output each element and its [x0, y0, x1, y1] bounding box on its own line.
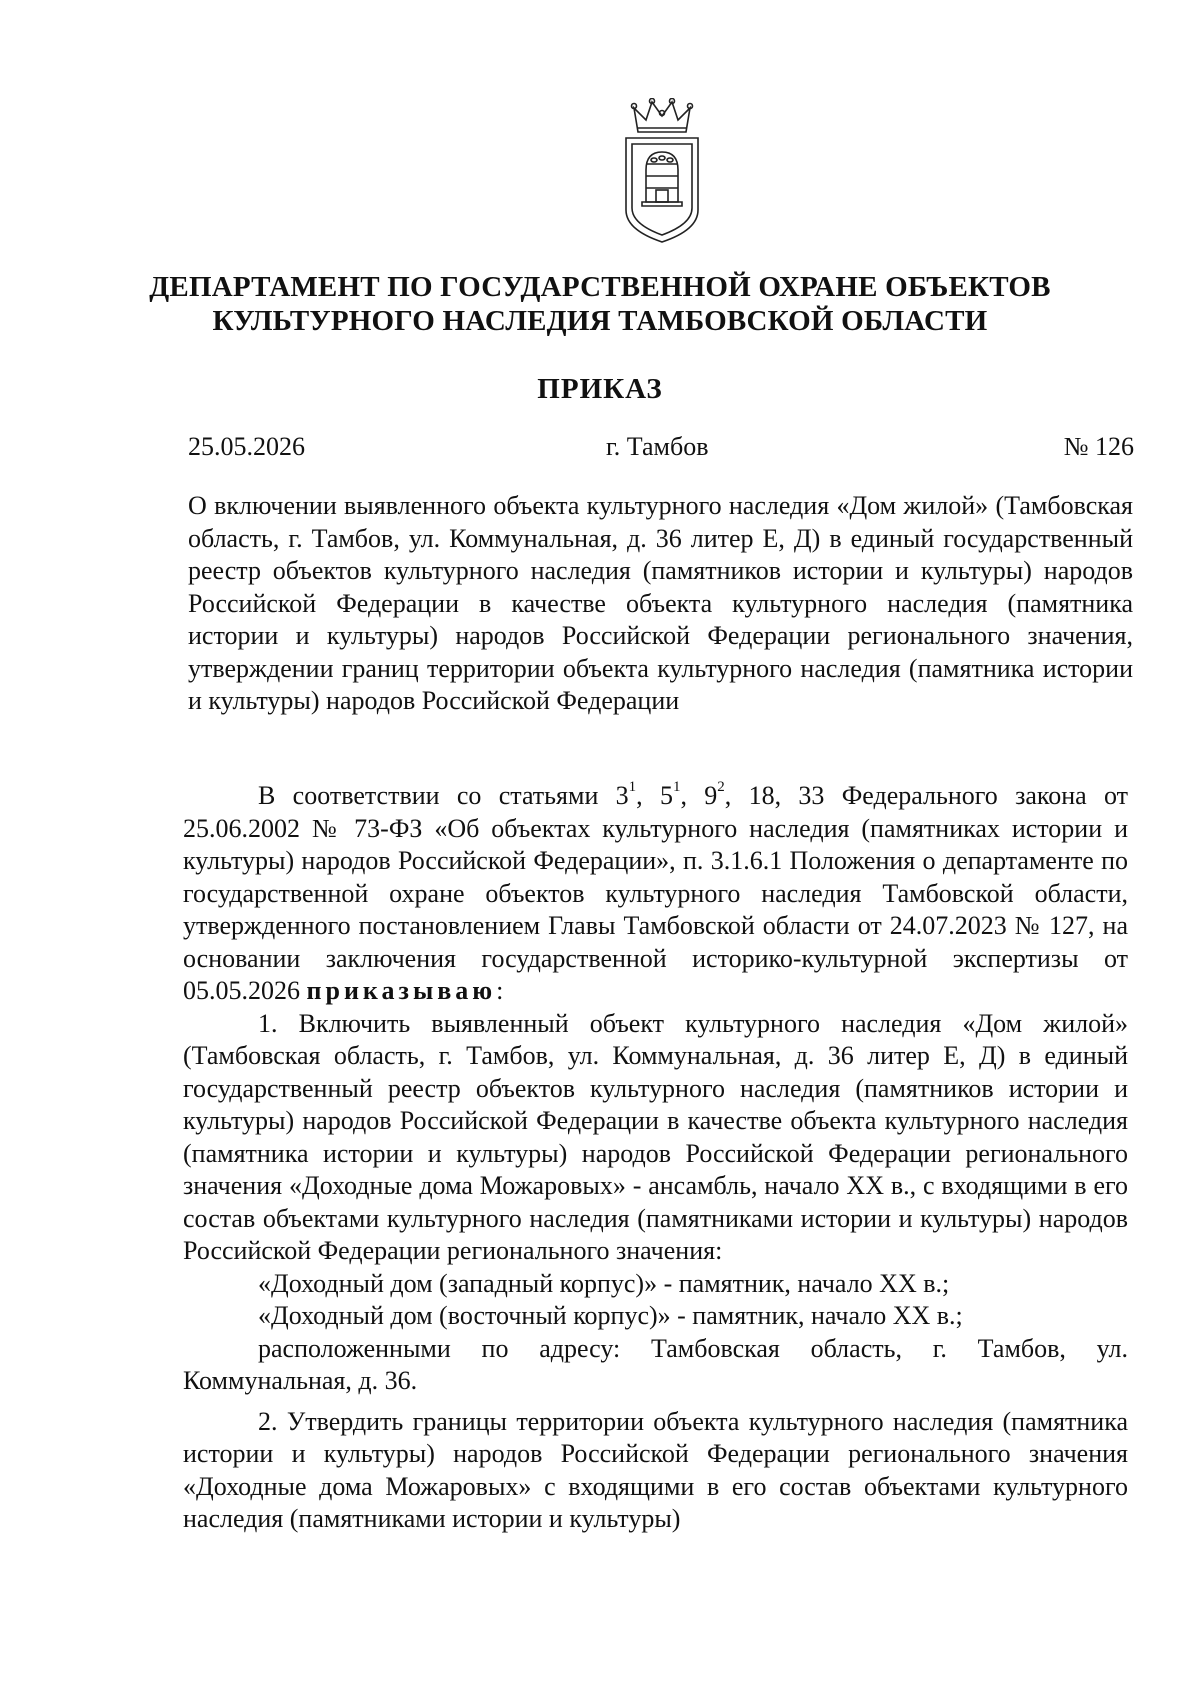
preamble-colon: : [496, 976, 504, 1005]
document-body [183, 780, 1128, 1536]
item-1-address: расположенными по адресу: Тамбовская область, г. Тамбов, ул. Коммунальная, д. 36. [183, 1333, 1128, 1395]
item-1-sub-1: «Доходный дом (западный корпус)» - памятник, начало XX в.; [258, 1268, 950, 1298]
preamble-text: В соответствии со статьями 3 [258, 781, 629, 810]
tambov-coat-of-arms-icon [616, 98, 708, 246]
superscript: 2 [717, 779, 725, 796]
superscript: 1 [672, 779, 681, 796]
document-number: № 126 [1063, 432, 1134, 461]
preamble-text: , 18, 33 Федерального закона от 25.06.2002 № 73-ФЗ «Об объектах культурного наследия (памятниках истории и культуры) народов Российской Федерации», п. 3.1.6.1 Положения о департаменте по государственной охране объектов культурного наследия Тамбовской области, утвержденного постановлением Главы Тамбовской области от 24.07.2023 № 127, на основании заключения государственной историко-культурной экспертизы от 05.05.2026 [183, 781, 1128, 1005]
preamble-text: , 5 [636, 781, 673, 810]
superscript: 1 [628, 779, 637, 796]
document-date: 25.05.2026 [188, 432, 305, 461]
item-2: 2. Утвердить границы территории объекта культурного наследия (памятника истории и культуры) народов Российской Федерации регионального значения «Доходные дома Можаровых» с входящими в его состав объектами культурного наследия (памятниками истории и культуры) [183, 1406, 1128, 1533]
document-city: г. Тамбов [606, 432, 709, 461]
department-title-line1: ДЕПАРТАМЕНТ ПО ГОСУДАРСТВЕННОЙ ОХРАНЕ ОБЪЕКТОВ [149, 271, 1051, 303]
preamble-paragraph [183, 780, 1128, 1008]
item-1: 1. Включить выявленный объект культурного наследия «Дом жилой» (Тамбовская область, г. Тамбов, ул. Коммунальная, д. 36 литер Е, Д) в единый государственный реестр объектов культурного наследия (памятников истории и культуры) народов Российской Федерации в качестве объекта культурного наследия (памятника истории и культуры) народов Российской Федерации регионального значения «Доходные дома Можаровых» - ансамбль, начало XX в., с входящими в его состав объектами культурного наследия (памятниками истории и культуры) народов Российской Федерации регионального значения: [183, 1008, 1128, 1265]
preamble-text: , 9 [680, 781, 718, 810]
department-title-line2: КУЛЬТУРНОГО НАСЛЕДИЯ ТАМБОВСКОЙ ОБЛАСТИ [212, 305, 988, 337]
document-type: ПРИКАЗ [537, 373, 663, 405]
document-subject: О включении выявленного объекта культурного наследия «Дом жилой» (Тамбовская область, г. Тамбов, ул. Коммунальная, д. 36 литер Е, Д) в единый государственный реестр объектов культурного наследия (памятников истории и культуры) народов Российской Федерации в качестве объекта культурного наследия (памятника истории и культуры) народов Российской Федерации регионального значения, утверждении границ территории объекта культурного наследия (памятника истории и культуры) народов Российской Федерации [188, 491, 1133, 715]
department-title [0, 270, 1200, 338]
item-1-sub-2: «Доходный дом (восточный корпус)» - памятник, начало XX в.; [258, 1301, 963, 1330]
order-word: приказываю [306, 976, 497, 1005]
